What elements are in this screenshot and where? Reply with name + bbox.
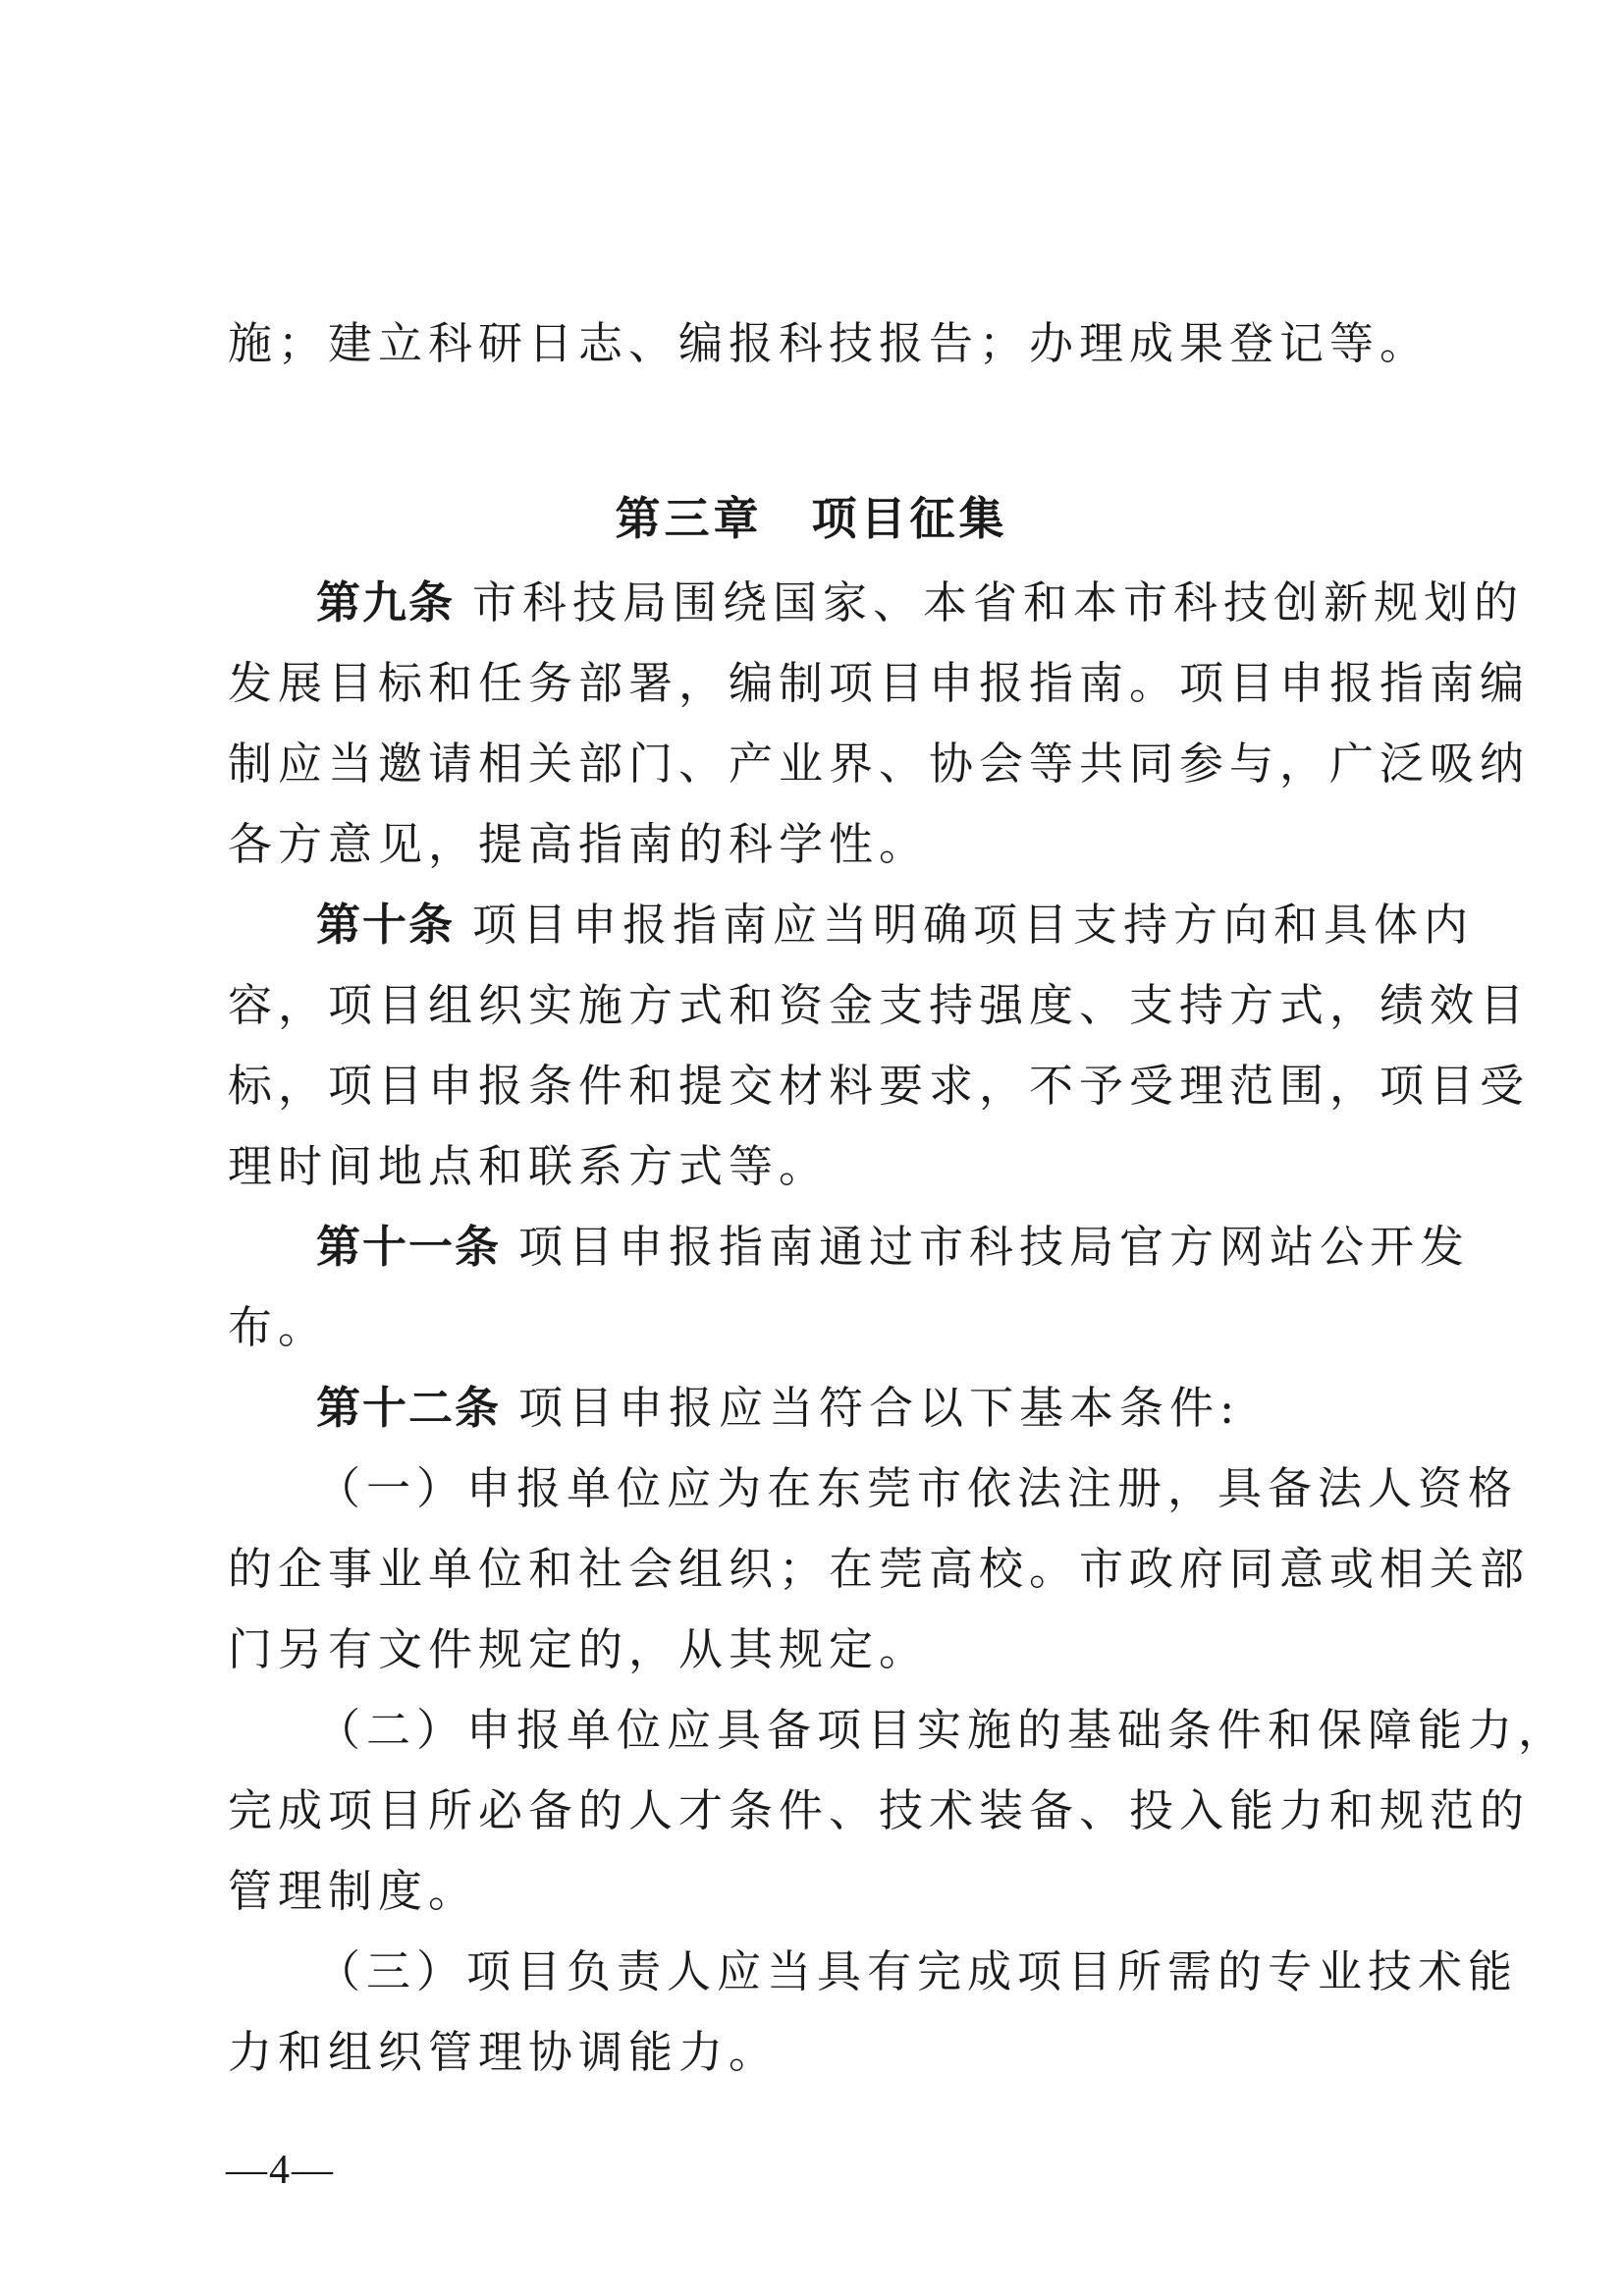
article-number: 第十二条 bbox=[316, 1382, 502, 1434]
article-9-line: 制应当邀请相关部门、产业界、协会等共同参与，广泛吸纳 bbox=[228, 738, 1531, 790]
article-text: 项目申报应当符合以下基本条件: bbox=[518, 1382, 1241, 1434]
article-text: 项目申报指南通过市科技局官方网站公开发 bbox=[518, 1221, 1471, 1273]
article-12-first-line bbox=[316, 1377, 1426, 1440]
article-10-first-line bbox=[316, 894, 1475, 957]
article-10-line: 标，项目申报条件和提交材料要求，不予受理范围，项目受 bbox=[228, 1060, 1531, 1112]
condition-item-1-first-line: （一）申报单位应为在东莞市依法注册，具备法人资格 bbox=[316, 1462, 1519, 1514]
condition-item-3-first-line: （三）项目负责人应当具有完成项目所需的专业技术能 bbox=[316, 1945, 1519, 1997]
article-text: 项目申报指南应当明确项目支持方向和具体内 bbox=[472, 899, 1475, 951]
condition-item-2-line: 完成项目所必备的人才条件、技术装备、投入能力和规范的 bbox=[228, 1784, 1531, 1836]
article-number: 第十条 bbox=[316, 899, 456, 951]
article-9-line: 各方意见，提高指南的科学性。 bbox=[228, 818, 930, 870]
article-number: 第九条 bbox=[316, 576, 456, 629]
article-text: 市科技局围绕国家、本省和本市科技创新规划的 bbox=[472, 576, 1525, 629]
article-10-line: 理时间地点和联系方式等。 bbox=[228, 1140, 830, 1192]
condition-item-1-line: 的企事业单位和社会组织；在莞高校。市政府同意或相关部 bbox=[228, 1543, 1531, 1595]
page-number: —4— bbox=[226, 2148, 335, 2193]
article-11-first-line bbox=[316, 1216, 1471, 1279]
condition-item-2-line: 管理制度。 bbox=[228, 1865, 479, 1917]
chapter-title: 第三章 项目征集 bbox=[615, 492, 1008, 545]
continuation-text: 施；建立科研日志、编报科技报告；办理成果登记等。 bbox=[228, 317, 1431, 369]
article-10-line: 容，项目组织实施方式和资金支持强度、支持方式，绩效目 bbox=[228, 979, 1531, 1031]
condition-item-3-line: 力和组织管理协调能力。 bbox=[228, 2026, 780, 2078]
article-9-line: 发展目标和任务部署，编制项目申报指南。项目申报指南编 bbox=[228, 657, 1531, 709]
article-number: 第十一条 bbox=[316, 1221, 502, 1273]
article-9-first-line bbox=[316, 572, 1525, 634]
condition-item-1-line: 门另有文件规定的，从其规定。 bbox=[228, 1623, 930, 1675]
article-11-line: 布。 bbox=[228, 1301, 329, 1353]
condition-item-2-first-line: （二）申报单位应具备项目实施的基础条件和保障能力， bbox=[316, 1704, 1569, 1756]
